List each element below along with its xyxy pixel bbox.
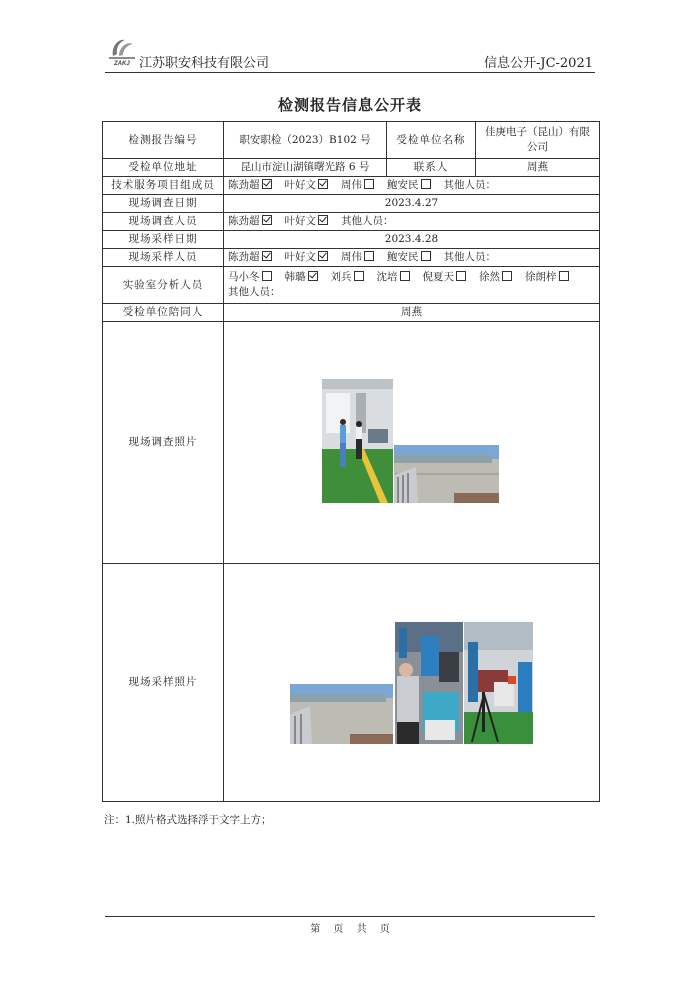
person-entry xyxy=(377,271,423,283)
other-label: 其他人员： xyxy=(443,179,496,191)
other-label: 其他人员： xyxy=(443,251,496,263)
person-entry xyxy=(285,215,342,227)
checked-checkbox-icon[interactable] xyxy=(318,251,328,261)
survey-photos xyxy=(224,322,600,564)
unchecked-checkbox-icon[interactable] xyxy=(421,251,431,261)
report-no-value: 职安职检（2023）B102 号 xyxy=(224,122,387,159)
page-footer: 第 页 共 页 xyxy=(310,924,390,935)
table-row xyxy=(103,122,600,159)
person-name: 陈劲超 xyxy=(228,215,260,227)
company-logo-icon xyxy=(105,32,141,68)
person-entry xyxy=(228,271,285,283)
unchecked-checkbox-icon[interactable] xyxy=(456,271,466,281)
logo-text: ZAKJ xyxy=(114,61,130,67)
table-row xyxy=(103,177,600,195)
person-entry xyxy=(423,271,480,283)
company-name: 江苏职安科技有限公司 xyxy=(139,56,270,71)
unchecked-checkbox-icon[interactable] xyxy=(354,271,364,281)
sampling-photos-label: 现场采样照片 xyxy=(103,564,224,802)
person-name: 鲍安民 xyxy=(387,251,419,263)
sampling-date-label: 现场采样日期 xyxy=(103,231,224,249)
person-entry xyxy=(228,179,285,191)
other-label: 其他人员： xyxy=(228,286,281,298)
unchecked-checkbox-icon[interactable] xyxy=(364,251,374,261)
person-name: 陈劲超 xyxy=(228,179,260,191)
person-name: 马小冬 xyxy=(228,271,260,283)
other-label: 其他人员： xyxy=(341,215,394,227)
checked-checkbox-icon[interactable] xyxy=(262,251,272,261)
escort-value: 周燕 xyxy=(224,304,600,322)
person-name: 叶好文 xyxy=(284,251,316,263)
unchecked-checkbox-icon[interactable] xyxy=(364,179,374,189)
footer-divider xyxy=(105,916,595,917)
sampling-photo-building xyxy=(290,684,393,744)
unchecked-checkbox-icon[interactable] xyxy=(262,271,272,281)
client-value: 佳庚电子（昆山）有限公司 xyxy=(476,122,600,159)
person-name: 叶好文 xyxy=(284,179,316,191)
person-name: 沈培 xyxy=(376,271,398,283)
contact-value: 周燕 xyxy=(476,159,600,177)
person-entry xyxy=(341,179,387,191)
table-row xyxy=(103,322,600,564)
person-name: 周伟 xyxy=(341,251,362,263)
document-code: 信息公开-JC-2021 xyxy=(483,56,593,71)
report-info-table xyxy=(102,121,600,802)
table-row xyxy=(103,231,600,249)
unchecked-checkbox-icon[interactable] xyxy=(559,271,569,281)
person-entry xyxy=(228,215,285,227)
samplers-members xyxy=(224,249,600,267)
contact-label: 联系人 xyxy=(387,159,476,177)
person-entry xyxy=(387,251,444,263)
person-name: 徐然 xyxy=(479,271,500,283)
escort-label: 受检单位陪同人 xyxy=(103,304,224,322)
table-row xyxy=(103,159,600,177)
person-entry xyxy=(331,271,377,283)
table-row xyxy=(103,249,600,267)
table-row xyxy=(103,564,600,802)
table-row xyxy=(103,195,600,213)
person-entry xyxy=(228,251,285,263)
footnote: 注：1.照片格式选择浮于文字上方； xyxy=(104,814,272,826)
checked-checkbox-icon[interactable] xyxy=(262,215,272,225)
checked-checkbox-icon[interactable] xyxy=(308,271,318,281)
unchecked-checkbox-icon[interactable] xyxy=(421,179,431,189)
person-entry xyxy=(285,251,342,263)
person-entry xyxy=(285,179,342,191)
page-header xyxy=(105,30,595,73)
sampling-photos xyxy=(224,564,600,802)
lab-members xyxy=(224,267,600,304)
person-name: 陈劲超 xyxy=(228,251,260,263)
client-label: 受检单位名称 xyxy=(387,122,476,159)
person-entry xyxy=(387,179,444,191)
survey-photo-building xyxy=(394,445,499,503)
surveyors-members xyxy=(224,213,600,231)
checked-checkbox-icon[interactable] xyxy=(262,179,272,189)
table-row xyxy=(103,267,600,304)
table-row xyxy=(103,304,600,322)
sampling-photo-equipment xyxy=(464,622,533,744)
person-name: 徐朗梓 xyxy=(525,271,557,283)
person-name: 刘兵 xyxy=(330,271,352,283)
unchecked-checkbox-icon[interactable] xyxy=(400,271,410,281)
person-name: 鲍安民 xyxy=(387,179,419,191)
survey-photos-label: 现场调查照片 xyxy=(103,322,224,564)
report-no-label: 检测报告编号 xyxy=(103,122,224,159)
person-name: 倪夏天 xyxy=(422,271,454,283)
lab-label: 实验室分析人员 xyxy=(103,267,224,304)
address-value: 昆山市淀山湖镇曙光路 6 号 xyxy=(224,159,387,177)
checked-checkbox-icon[interactable] xyxy=(318,179,328,189)
sampling-date-value: 2023.4.28 xyxy=(224,231,600,249)
surveyors-label: 现场调查人员 xyxy=(103,213,224,231)
samplers-label: 现场采样人员 xyxy=(103,249,224,267)
person-entry xyxy=(341,251,387,263)
survey-photo-factory xyxy=(322,379,393,503)
sampling-photo-worker xyxy=(395,622,463,744)
person-entry xyxy=(525,271,582,283)
person-name: 叶好文 xyxy=(284,215,316,227)
survey-date-value: 2023.4.27 xyxy=(224,195,600,213)
person-name: 韩璐 xyxy=(284,271,306,283)
address-label: 受检单位地址 xyxy=(103,159,224,177)
page-title: 检测报告信息公开表 xyxy=(277,96,422,114)
checked-checkbox-icon[interactable] xyxy=(318,215,328,225)
table-row xyxy=(103,213,600,231)
survey-date-label: 现场调查日期 xyxy=(103,195,224,213)
person-entry xyxy=(285,271,331,283)
person-name: 周伟 xyxy=(341,179,362,191)
unchecked-checkbox-icon[interactable] xyxy=(502,271,512,281)
person-entry xyxy=(479,271,525,283)
team-members xyxy=(224,177,600,195)
team-label: 技术服务项目组成员 xyxy=(103,177,224,195)
